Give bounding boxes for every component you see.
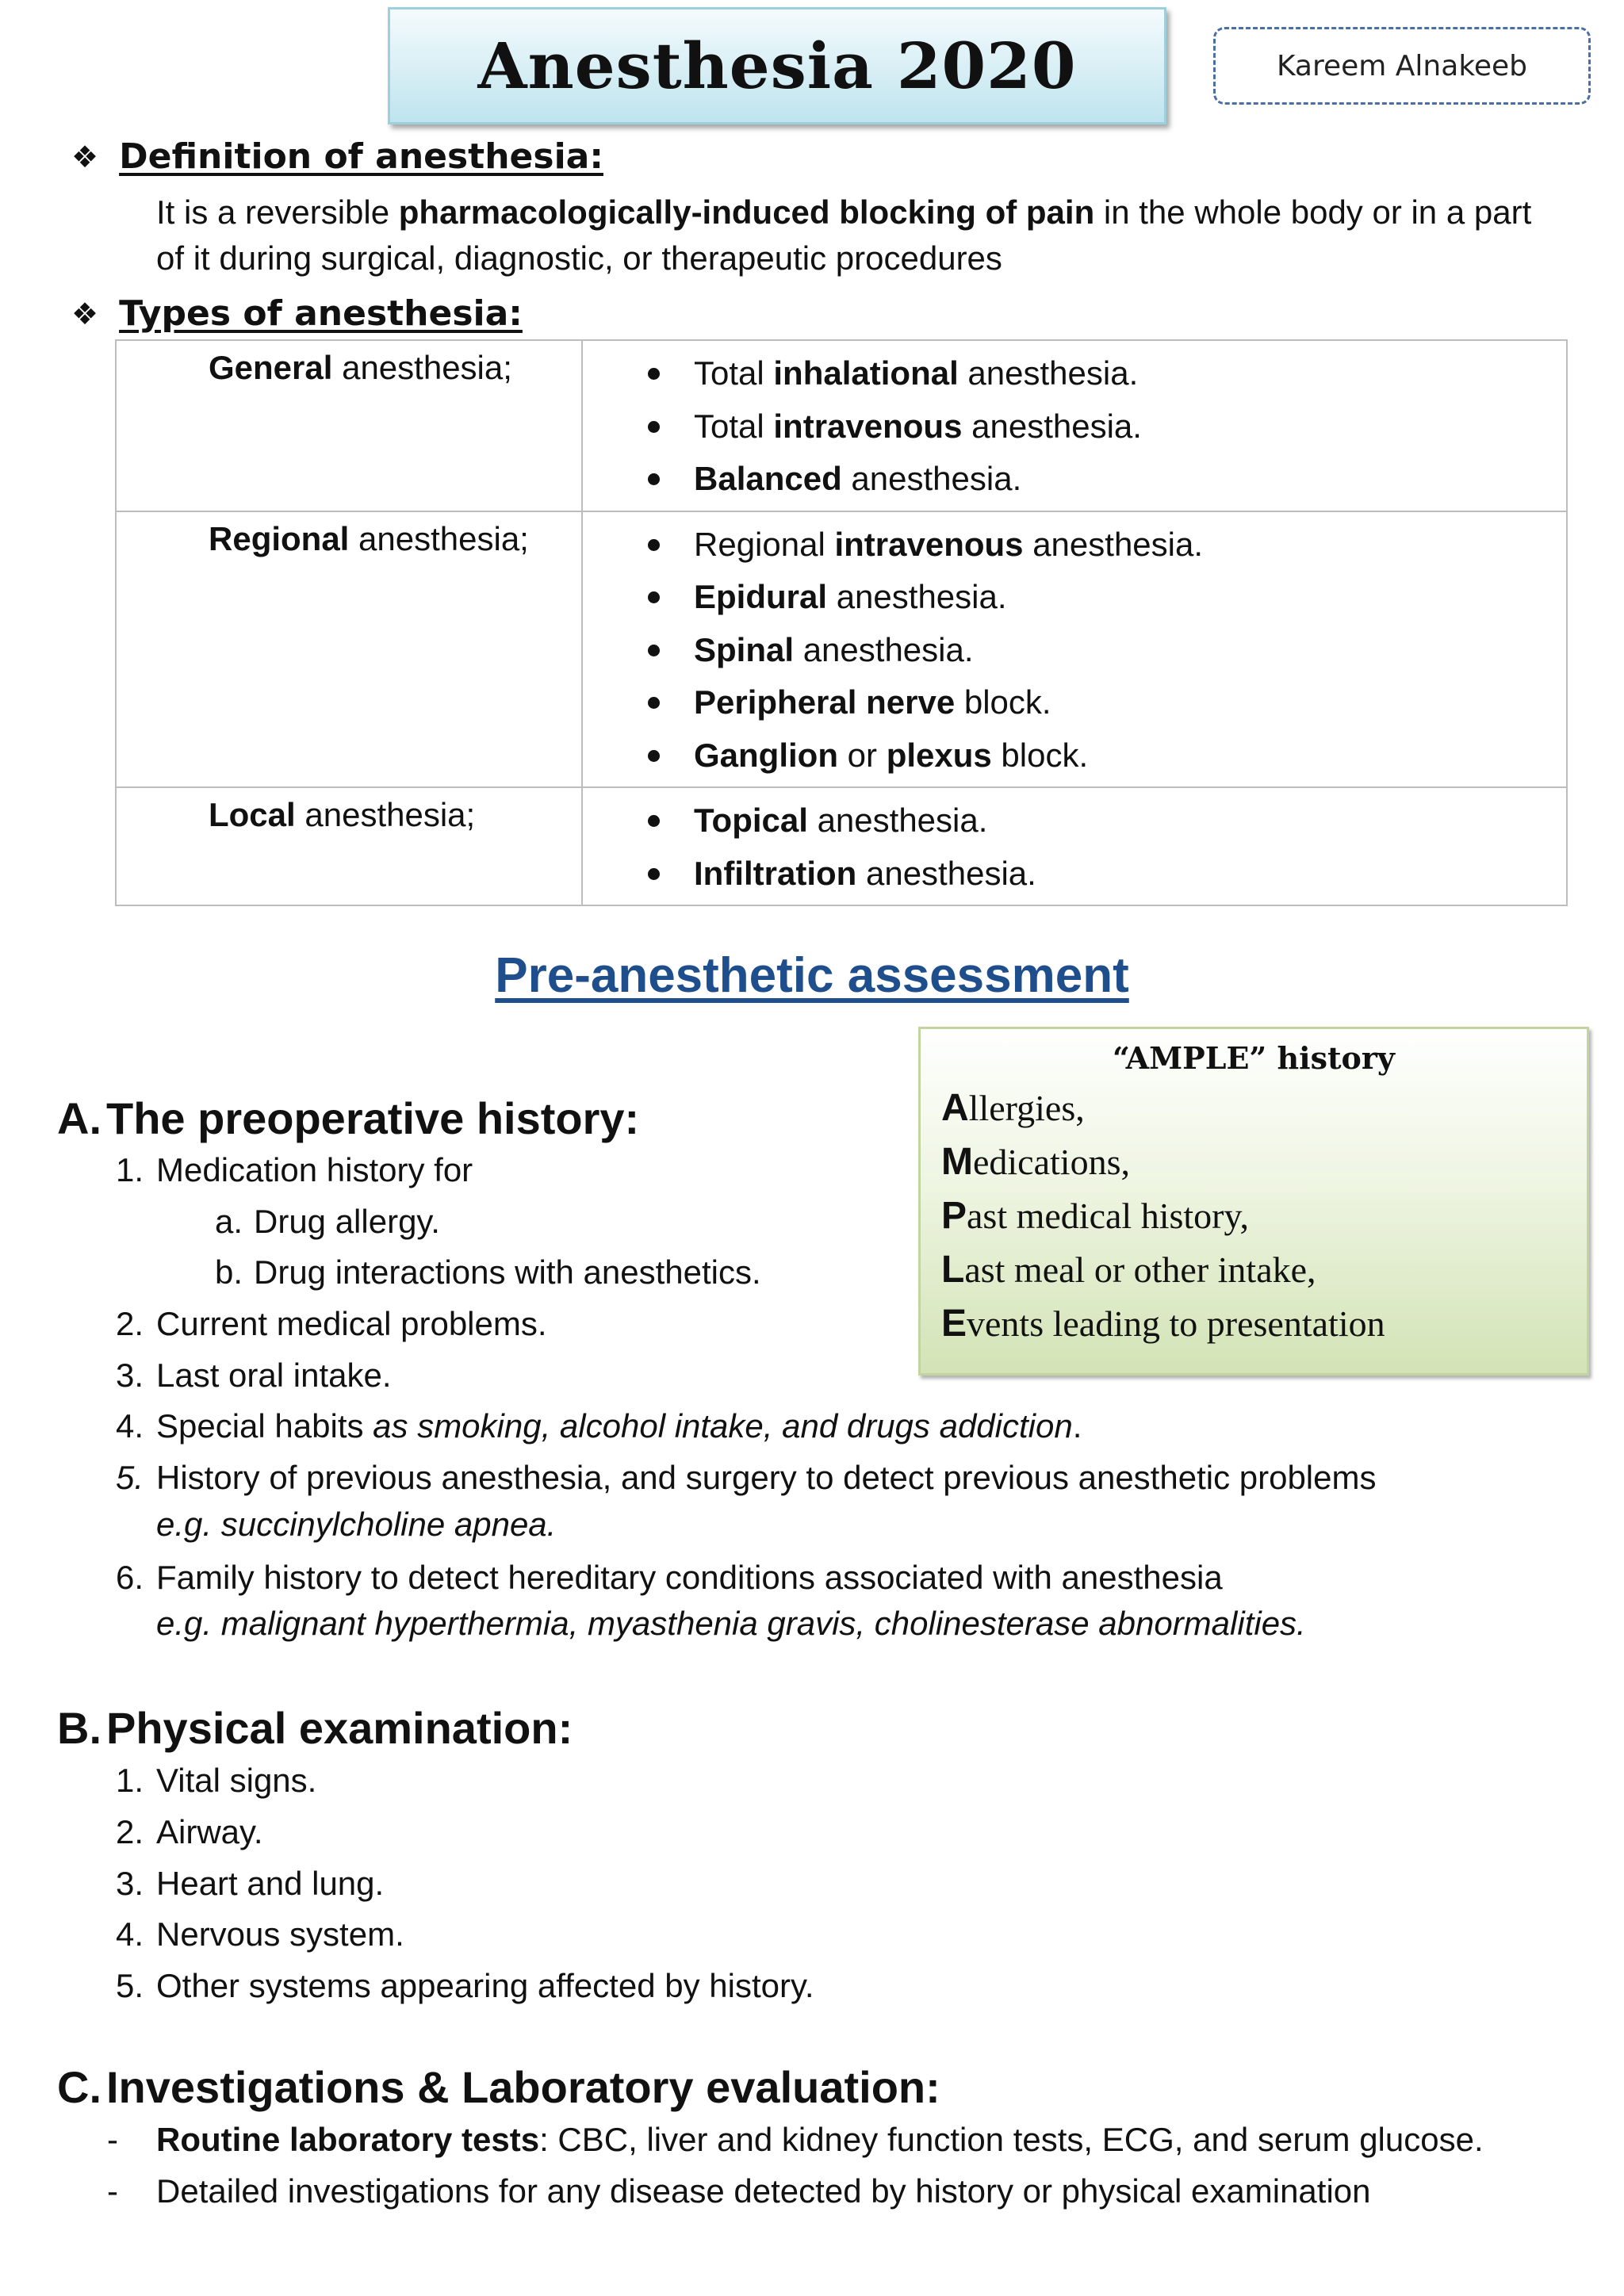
item-text: anesthesia.: [807, 802, 988, 839]
list-item: [115, 1762, 317, 1800]
item-number: 5.: [115, 1967, 144, 2004]
definition-text-line2: of it during surgical, diagnostic, or therapeutic procedures: [156, 239, 1002, 277]
item-number: 6.: [115, 1559, 144, 1596]
definition-heading-text: Definition of anesthesia:: [119, 136, 603, 177]
list-item: [115, 1865, 385, 1903]
item-text: anesthesia.: [1023, 525, 1204, 563]
section-letter: A.: [57, 1093, 102, 1143]
definition-text-a: It is a reversible: [156, 193, 399, 231]
item-number: b.: [214, 1253, 243, 1291]
table-row: [116, 340, 1567, 511]
ample-line: [941, 1194, 1249, 1238]
item-number: 3.: [115, 1865, 144, 1902]
section-letter: B.: [57, 1703, 102, 1753]
list-item: [115, 1357, 392, 1395]
item-text: anesthesia.: [856, 854, 1036, 892]
item-bold: plexus: [886, 736, 992, 774]
dash-bullet: -: [107, 2172, 118, 2210]
title-banner: [388, 7, 1166, 124]
type-label-bold: General: [209, 349, 333, 386]
type-label-bold: Local: [209, 796, 296, 833]
item-text: Drug allergy.: [254, 1203, 440, 1240]
list-item: [583, 571, 1566, 624]
item-text: anesthesia.: [962, 407, 1142, 445]
list-item: [214, 1203, 440, 1241]
item-text: Nervous system.: [156, 1915, 404, 1953]
item-bold: Epidural: [694, 578, 828, 615]
definition-text-b: in the whole body or in a part: [1094, 193, 1532, 231]
list-item: [115, 1407, 1082, 1445]
item-text: Total: [694, 354, 774, 392]
type-label-rest: anesthesia;: [332, 349, 512, 386]
list-item: [115, 1967, 814, 2005]
item-text: anesthesia.: [958, 354, 1139, 392]
ample-line: [941, 1248, 1316, 1292]
list-item: [115, 1559, 1223, 1597]
author-name: Kareem Alnakeeb: [1276, 49, 1528, 82]
dash-bullet: -: [107, 2121, 118, 2158]
ample-line: [941, 1140, 1130, 1184]
list-item: [583, 347, 1566, 400]
item-text: Airway.: [156, 1813, 263, 1850]
type-label-bold: Regional: [209, 519, 350, 557]
table-row: [116, 511, 1567, 788]
section-b-title: Physical examination:: [106, 1703, 573, 1753]
section-c-heading: [57, 2061, 940, 2113]
item-number: 4.: [115, 1407, 144, 1445]
list-item: [115, 1305, 547, 1343]
item-bold: Ganglion: [694, 736, 838, 774]
type-label-general: [116, 340, 582, 511]
list-item: [583, 676, 1566, 729]
item-number: 2.: [115, 1305, 144, 1342]
ample-letter: P: [941, 1195, 967, 1237]
list-item: [115, 1813, 263, 1851]
list-item: [115, 1915, 404, 1954]
item-bold: Topical: [694, 802, 808, 839]
item-text: Family history to detect hereditary conditions associated with anesthesia: [156, 1559, 1223, 1596]
list-item: [583, 453, 1566, 506]
list-item: [583, 848, 1566, 901]
item-bold: intravenous: [834, 525, 1024, 563]
item-text: anesthesia.: [841, 460, 1022, 497]
item-text: block.: [955, 683, 1051, 721]
table-row: [116, 787, 1567, 905]
type-label-regional: [116, 511, 582, 788]
list-item: [583, 624, 1566, 677]
item-bold: Routine laboratory tests: [156, 2121, 540, 2158]
ample-letter: A: [941, 1087, 969, 1129]
item-bold: Spinal: [694, 630, 795, 668]
item-bold: Peripheral nerve: [694, 683, 956, 721]
item-bold: Infiltration: [694, 854, 857, 892]
item-bold: inhalational: [773, 354, 959, 392]
type-items-regional: [582, 511, 1567, 788]
type-items-general: [582, 340, 1567, 511]
ample-text: llergies,: [968, 1088, 1085, 1128]
ample-letter: E: [941, 1303, 967, 1345]
item-bold: intravenous: [773, 407, 963, 445]
list-item: [115, 1459, 1377, 1497]
list-item: [107, 2172, 1371, 2210]
item-text: Vital signs.: [156, 1762, 317, 1799]
author-box: [1213, 27, 1591, 105]
definition-text-bold: pharmacologically-induced blocking of pain: [398, 193, 1095, 231]
item-text: History of previous anesthesia, and surgery to detect previous anesthetic problems: [156, 1459, 1377, 1496]
item-number: a.: [214, 1203, 243, 1240]
definition-text: [156, 189, 1584, 281]
ample-letter: M: [941, 1141, 973, 1183]
page-title: Anesthesia 2020: [477, 29, 1077, 103]
item-text: .: [1072, 1407, 1082, 1445]
list-item: [583, 519, 1566, 572]
type-items-local: [582, 787, 1567, 905]
item-text: Detailed investigations for any disease detected by history or physical examination: [156, 2172, 1371, 2210]
list-item: [214, 1253, 761, 1292]
type-label-local: [116, 787, 582, 905]
ample-letter: L: [941, 1249, 965, 1291]
ample-line: [941, 1086, 1085, 1130]
list-item: [583, 400, 1566, 453]
item-number: 4.: [115, 1915, 144, 1953]
item-text: Current medical problems.: [156, 1305, 547, 1342]
item-text: Medication history for: [156, 1151, 473, 1188]
ample-heading: “AMPLE” history: [1113, 1040, 1395, 1076]
diamond-bullet-icon: ❖: [71, 139, 99, 174]
item-text: Last oral intake.: [156, 1357, 392, 1394]
list-item: [107, 2121, 1484, 2159]
section-a-title: The preoperative history:: [106, 1093, 640, 1143]
item-italic: e.g. malignant hyperthermia, myasthenia gravis, cholinesterase abnormalities.: [156, 1605, 1306, 1642]
item-text: or: [838, 736, 887, 774]
item-number: 1.: [115, 1762, 144, 1799]
item-text: Other systems appearing affected by history.: [156, 1967, 814, 2004]
type-label-rest: anesthesia;: [295, 796, 476, 833]
section-a-heading: [57, 1093, 639, 1144]
definition-heading: [71, 136, 603, 177]
item-text: Special habits: [156, 1407, 373, 1445]
section-letter: C.: [57, 2062, 102, 2112]
ample-line: [941, 1302, 1385, 1345]
list-item: [115, 1151, 473, 1189]
item-text: anesthesia.: [827, 578, 1007, 615]
item-text: block.: [991, 736, 1089, 774]
item-number: 1.: [115, 1151, 144, 1188]
item-text: Total: [694, 407, 774, 445]
ample-text: ast medical history,: [967, 1196, 1249, 1236]
ample-history-box: [918, 1027, 1589, 1376]
diamond-bullet-icon: ❖: [71, 296, 99, 331]
section-title: Pre-anesthetic assessment: [495, 948, 1129, 1003]
item-text: Regional: [694, 525, 835, 563]
item-example: [156, 1506, 556, 1544]
item-italic: as smoking, alcohol intake, and drugs addiction: [373, 1407, 1073, 1445]
item-number: 5.: [115, 1459, 144, 1496]
section-b-heading: [57, 1702, 573, 1754]
types-table: [115, 339, 1568, 906]
section-c-title: Investigations & Laboratory evaluation:: [106, 2062, 940, 2112]
item-text: Drug interactions with anesthetics.: [254, 1253, 761, 1291]
list-item: [583, 729, 1566, 783]
type-label-rest: anesthesia;: [349, 519, 529, 557]
ample-text: ast meal or other intake,: [964, 1249, 1316, 1290]
item-example: [156, 1605, 1306, 1643]
types-heading-text: Types of anesthesia:: [119, 293, 523, 334]
item-italic: e.g. succinylcholine apnea.: [156, 1506, 557, 1543]
item-number: 2.: [115, 1813, 144, 1850]
ample-text: edications,: [972, 1142, 1130, 1182]
types-heading: [71, 293, 523, 334]
list-item: [583, 794, 1566, 848]
item-bold: Balanced: [694, 460, 842, 497]
item-text: Heart and lung.: [156, 1865, 385, 1902]
ample-text: vents leading to presentation: [967, 1303, 1385, 1344]
item-text: : CBC, liver and kidney function tests, ECG, and serum glucose.: [539, 2121, 1484, 2158]
item-number: 3.: [115, 1357, 144, 1394]
item-text: anesthesia.: [794, 630, 974, 668]
